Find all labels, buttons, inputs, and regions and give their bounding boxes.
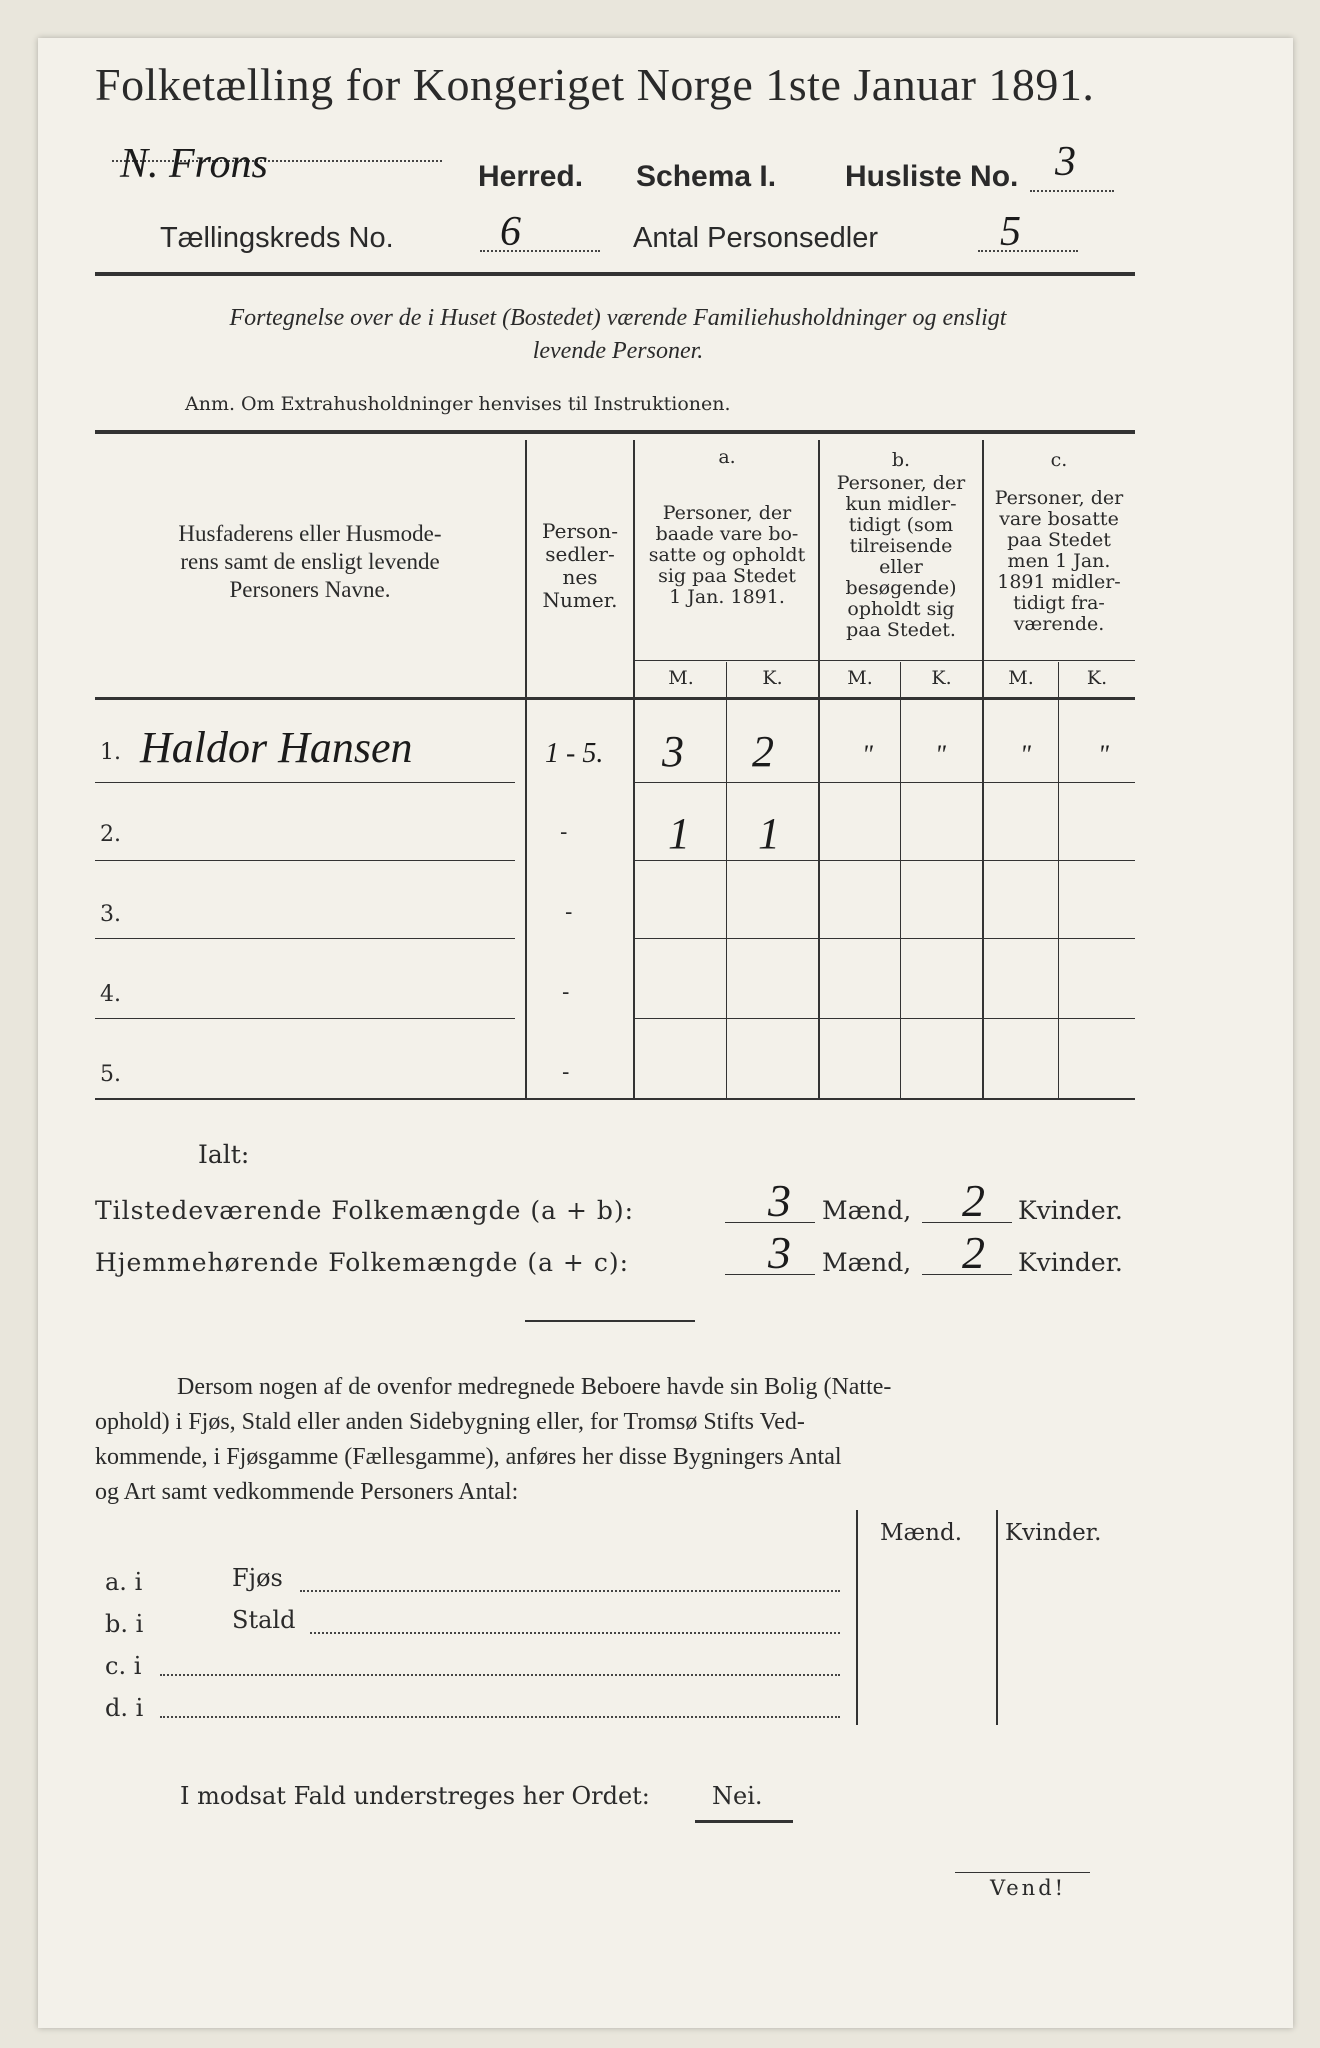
col-a-header [636,503,818,608]
vline-c-mk [1058,662,1059,1098]
col-num-line: nes [562,565,598,589]
husliste-value: 3 [1055,139,1076,185]
col-b-line: eller [879,556,923,578]
col-c-line: tidigt fra- [1013,592,1105,614]
husliste-label: Husliste No. [845,160,1019,193]
kreds-value: 6 [500,209,521,255]
col-num-line: sedler- [545,542,615,566]
row-number: 2. [100,822,121,847]
col-a-line: baade vare bo- [655,523,799,545]
header-rule [95,272,1135,276]
col-c-letter: c. [1050,449,1068,471]
building-b-dots [310,1632,840,1634]
col-b-k: K. [931,667,952,689]
antal-dotline [978,250,1078,252]
modsat-text: I modsat Fald understreges her Ordet: [180,1782,650,1810]
census-form-page [38,38,1293,2028]
row-a-m: 1 [668,809,690,858]
hjem-kvinder: Kvinder. [1018,1248,1123,1277]
row-b-k: " [935,740,946,769]
ialt-label: Ialt: [198,1140,250,1169]
row-personsedler: - [562,1060,570,1085]
row-name: Haldor Hansen [140,723,413,772]
buildings-line: og Art samt vedkommende Personers Antal: [95,1479,519,1505]
row-personsedler: - [562,980,570,1005]
buildings-vline-1 [856,1510,858,1725]
row-a-m: 3 [662,727,684,776]
vline-a-mk [726,662,727,1098]
building-a-name: Fjøs [232,1564,283,1592]
buildings-paragraph [95,1370,1135,1510]
vline-num [633,440,635,1098]
col-b-line: besøgende) [845,577,957,599]
table-bottom-rule [95,1098,1135,1100]
col-name-line: Personers Navne. [229,577,391,602]
row-personsedler: - [565,900,573,925]
col-b-m: M. [847,667,873,689]
buildings-line: ophold) i Fjøs, Stald eller anden Sidebygning eller, for Tromsø Stifts Ved- [95,1409,805,1435]
col-num-line: Numer. [542,588,618,612]
hjem-label: Hjemmehørende Folkemængde (a + c): [95,1248,629,1277]
tilst-k-value: 2 [962,1175,985,1226]
row-c-k: " [1098,740,1109,769]
buildings-line: kommende, i Fjøsgamme (Fællesgamme), anføres her disse Bygningers Antal [95,1444,842,1470]
table-top-rule [95,430,1135,434]
tilst-kvinder: Kvinder. [1018,1196,1123,1225]
col-c-line: men 1 Jan. [1007,550,1111,572]
vend-line [955,1872,1090,1873]
buildings-vline-2 [996,1510,998,1725]
building-c-label: c. i [105,1652,142,1680]
col-a-line: sig paa Stedet [658,565,796,587]
mk-rule [635,660,1135,661]
col-b-line: paa Stedet. [846,619,956,641]
col-a-line: 1 Jan. 1891. [669,586,785,608]
intro-line1: Fortegnelse over de i Huset (Bostedet) værende Familiehusholdninger og ensligt [229,305,1007,331]
col-c-k: K. [1086,667,1108,689]
nei-underline [695,1820,793,1823]
buildings-maend-head: Mænd. [880,1520,963,1546]
col-b-line: tilreisende [849,535,953,557]
col-b-line: Personer, der [836,472,966,494]
col-c-line: paa Stedet [1007,529,1111,551]
col-b-line: opholdt sig [847,598,955,620]
col-b-letter: b. [891,449,911,471]
col-c-line: Personer, der [994,487,1124,509]
vline-b-mk [900,662,901,1098]
building-b-name: Stald [232,1606,296,1634]
row-number: 5. [100,1062,121,1087]
row-personsedler: - [560,820,568,845]
building-a-dots [300,1590,840,1592]
building-a-label: a. i [105,1568,143,1596]
col-name-header [100,520,520,604]
col-c-m: M. [1008,667,1034,689]
row-rule [95,938,515,939]
row-a-k: 2 [752,727,774,776]
vline-name [525,440,527,1098]
tilst-maend: Mænd, [822,1196,912,1225]
schema-label: Schema I. [636,160,777,193]
intro-line2: levende Personer. [532,338,704,364]
tilst-label: Tilstedeværende Folkemængde (a + b): [95,1196,635,1225]
col-a-line: Personer, der [662,502,792,524]
buildings-kvinder-head: Kvinder. [1005,1520,1102,1546]
row-number: 1. [100,740,121,765]
col-name-line: Husfaderens eller Husmode- [178,521,442,546]
herred-label: Herred. [478,160,584,193]
row-rule [635,860,1135,861]
table-header-rule [95,697,1135,700]
col-a-letter: a. [718,446,736,468]
hjem-k-value: 2 [962,1227,985,1278]
row-number: 4. [100,982,121,1007]
buildings-line: Dersom nogen af de ovenfor medregnede Beboere havde sin Bolig (Natte- [177,1374,892,1400]
kreds-label: Tællingskreds No. [160,222,394,254]
herred-value: N. Frons [120,141,268,187]
row-personsedler: 1 - 5. [545,738,604,769]
col-b-line: kun midler- [845,493,957,515]
antal-label: Antal Personsedler [633,222,879,254]
hjem-maend: Mænd, [822,1248,912,1277]
antal-value: 5 [1000,209,1021,255]
col-b-header [820,473,982,641]
row-rule [635,938,1135,939]
kreds-dotline [480,250,600,252]
anm-note: Anm. Om Extrahusholdninger henvises til Instruktionen. [185,393,731,415]
row-c-m: " [1020,740,1031,769]
husliste-dotline [1030,190,1114,192]
building-b-label: b. i [105,1610,144,1638]
col-c-line: 1891 midler- [997,571,1121,593]
nei-word: Nei. [712,1782,763,1810]
col-num-line: Person- [542,519,618,543]
row-rule [95,1018,515,1019]
col-c-header [984,488,1134,635]
row-number: 3. [100,902,121,927]
col-a-m: M. [668,667,694,689]
row-rule [95,860,515,861]
building-d-label: d. i [105,1694,144,1722]
col-c-line: vare bosatte [999,508,1119,530]
hjem-m-value: 3 [768,1227,791,1278]
vend-text: Vend! [990,1876,1067,1900]
row-rule [95,782,515,783]
form-title: Folketælling for Kongeriget Norge 1ste Januar 1891. [95,59,1095,110]
row-rule [635,1018,1135,1019]
section-divider [525,1320,695,1322]
col-a-line: satte og opholdt [648,544,806,566]
col-b-line: tidigt (som [848,514,954,536]
tilst-m-value: 3 [768,1175,791,1226]
row-rule [635,782,1135,783]
col-a-k: K. [762,667,783,689]
row-b-m: " [862,740,873,769]
building-d-dots [160,1716,840,1718]
row-a-k: 1 [758,809,780,858]
col-name-line: rens samt de ensligt levende [180,549,440,574]
col-c-line: værende. [1013,613,1105,635]
col-num-header [528,520,632,612]
building-c-dots [160,1674,840,1676]
